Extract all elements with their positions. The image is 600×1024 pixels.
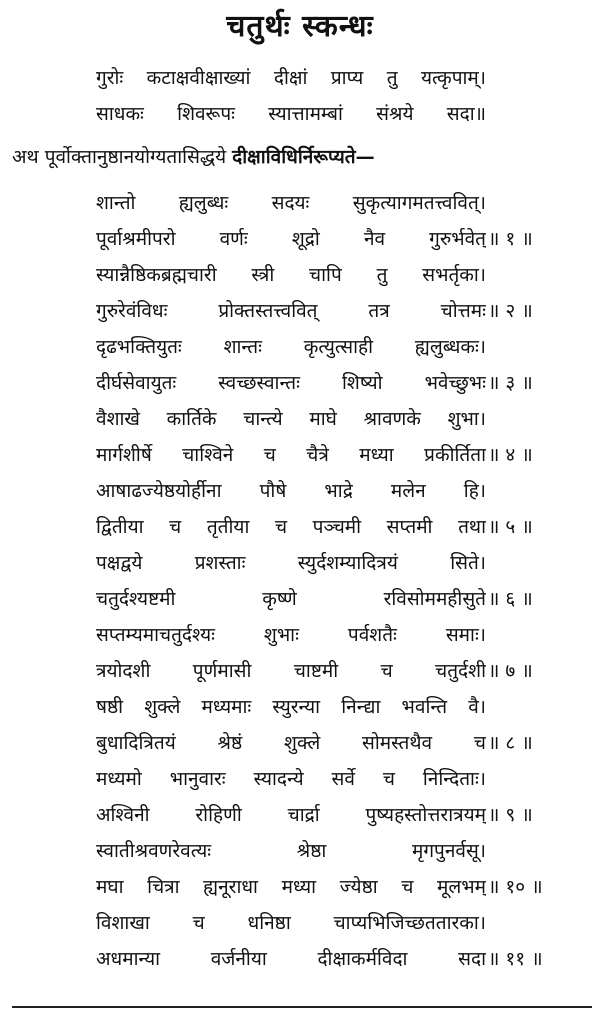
verse-7-number: ॥ ७ ॥ bbox=[488, 660, 533, 682]
intro-verse-line-2: साधकः शिवरूपः स्यात्तामम्बां संश्रये सदा॥ bbox=[96, 103, 486, 125]
verse-6-number: ॥ ६ ॥ bbox=[488, 588, 533, 610]
verse-8-line-b: बुधादित्रितयं श्रेष्ठं शुक्ले सोमस्तथैव च bbox=[96, 732, 486, 754]
verse-10-line-a: स्वातीश्रवणरेवत्यः श्रेष्ठा मृगपुनर्वसू। bbox=[96, 840, 486, 862]
verse-10-line-b: मघा चित्रा ह्यनूराधा मध्या ज्येष्ठा च मूलभम् bbox=[96, 876, 486, 898]
verse-1-number: ॥ १ ॥ bbox=[488, 228, 533, 250]
verse-2-number: ॥ २ ॥ bbox=[488, 300, 533, 322]
verse-8-line-a: षष्ठी शुक्ले मध्यमाः स्युरन्या निन्द्या भवन्ति वै। bbox=[96, 696, 486, 718]
verse-8-number: ॥ ८ ॥ bbox=[488, 732, 533, 754]
verse-11-line-a: विशाखा च धनिष्ठा चाप्यभिजिच्छततारका। bbox=[96, 912, 486, 934]
verse-7-line-b: त्रयोदशी पूर्णमासी चाष्टमी च चतुर्दशी bbox=[96, 660, 486, 682]
verse-1-line-a: शान्तो ह्यलुब्धः सदयः सुकृत्यागमतत्त्ववित्। bbox=[96, 192, 486, 214]
verse-3-number: ॥ ३ ॥ bbox=[488, 372, 533, 394]
heading-prefix: अथ पूर्वोक्तानुष्ठानयोग्यतासिद्धये bbox=[12, 146, 233, 168]
verse-11-number: ॥ ११ ॥ bbox=[488, 948, 543, 970]
verse-4-line-a: वैशाखे कार्तिके चान्त्ये माघे श्रावणके शुभा। bbox=[96, 408, 486, 430]
verse-6-line-b: चतुर्दश्यष्टमी कृष्णे रविसोममहीसुते bbox=[96, 588, 486, 610]
verse-2-line-b: गुरुरेवंविधः प्रोक्तस्तत्त्ववित् तत्र चोत्तमः bbox=[96, 300, 486, 322]
chapter-title: चतुर्थः स्कन्धः bbox=[226, 9, 374, 44]
verse-5-line-a: आषाढज्येष्ठयोर्हीना पौषे भाद्रे मलेन हि। bbox=[96, 480, 486, 502]
verse-6-line-a: पक्षद्वये प्रशस्ताः स्युर्दशम्यादित्रयं सिते। bbox=[96, 552, 486, 574]
verse-4-line-b: मार्गशीर्षे चाश्विने च चैत्रे मध्या प्रकीर्तिता bbox=[96, 444, 486, 466]
verse-10-number: ॥ १० ॥ bbox=[488, 876, 543, 898]
verse-1-line-b: पूर्वाश्रमीपरो वर्णः शूद्रो नैव गुरुर्भवेत् bbox=[96, 228, 486, 250]
verse-3-line-a: दृढभक्तियुतः शान्तः कृत्युत्साही ह्यलुब्धकः। bbox=[96, 336, 486, 358]
verse-4-number: ॥ ४ ॥ bbox=[488, 444, 533, 466]
section-heading-line bbox=[12, 140, 512, 174]
verse-3-line-b: दीर्घसेवायुतः स्वच्छस्वान्तः शिष्यो भवेच्छुभः bbox=[96, 372, 486, 394]
heading-bold: दीक्षाविधिर्निरूप्यते— bbox=[232, 146, 375, 168]
verse-11-line-b: अधमान्या वर्जनीया दीक्षाकर्मविदा सदा bbox=[96, 948, 486, 970]
verse-9-line-a: मध्यमो भानुवारः स्यादन्ये सर्वे च निन्दिताः। bbox=[96, 768, 486, 790]
bottom-rule bbox=[12, 1006, 592, 1008]
verse-5-number: ॥ ५ ॥ bbox=[488, 516, 533, 538]
verse-7-line-a: सप्तम्यमाचतुर्दश्यः शुभाः पर्वशतैः समाः। bbox=[96, 624, 486, 646]
verse-2-line-a: स्यान्नैष्ठिकब्रह्मचारी स्त्री चापि तु सभर्तृका। bbox=[96, 264, 486, 286]
verse-9-number: ॥ ९ ॥ bbox=[488, 804, 533, 826]
intro-verse-line-1: गुरोः कटाक्षवीक्षाख्यां दीक्षां प्राप्य तु यत्कृपाम्। bbox=[96, 67, 486, 89]
verse-9-line-b: अश्विनी रोहिणी चार्द्रा पुष्यहस्तोत्तरात्रयम् bbox=[96, 804, 486, 826]
verse-5-line-b: द्वितीया च तृतीया च पञ्चमी सप्तमी तथा bbox=[96, 516, 486, 538]
